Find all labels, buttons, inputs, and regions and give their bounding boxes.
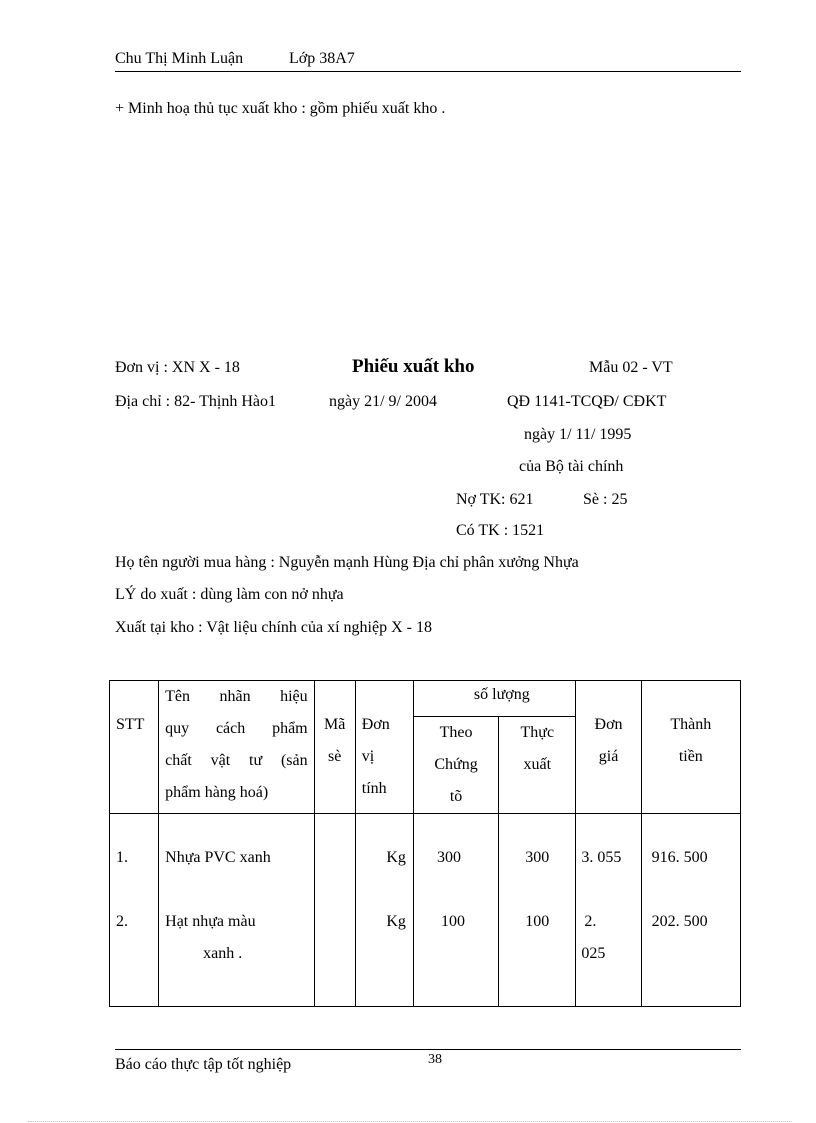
table-row-price: 3. 055 2. 025: [576, 814, 641, 1007]
slip-address: Địa chỉ : 82- Thịnh Hào1: [115, 393, 277, 410]
header-stt: STT: [110, 681, 159, 814]
slip-date: ngày 21/ 9/ 2004: [329, 393, 437, 410]
footer-rule: [115, 1049, 741, 1050]
intro-text: + Minh hoạ thủ tục xuất kho : gồm phiếu xuất kho .: [115, 100, 446, 117]
header-author: Chu Thị Minh Luận: [115, 50, 244, 67]
slip-buyer: Họ tên người mua hàng : Nguyễn mạnh Hùng Địa chỉ phân xưởng Nhựa: [115, 554, 579, 571]
header-class: Lớp 38A7: [289, 50, 355, 67]
slip-ministry: của Bộ tài chính: [519, 458, 624, 475]
slip-form: Mẫu 02 - VT: [589, 359, 673, 376]
header-name: Tên nhãn hiệu quy cách phẩm chất vật tư (sản phẩm hàng hoá): [159, 681, 314, 814]
table-row-unit: Kg Kg: [355, 814, 413, 1007]
slip-unit: Đơn vị : XN X - 18: [115, 359, 240, 376]
header-price: Đơn giá: [576, 681, 641, 814]
footer-report: Báo cáo thực tập tốt nghiệp: [115, 1056, 292, 1073]
slip-decision-date: ngày 1/ 11/ 1995: [524, 426, 632, 443]
table-row-stt: 1. 2.: [110, 814, 159, 1007]
slip-reason: LÝ do xuất : dùng làm con nở nhựa: [115, 586, 344, 603]
slip-warehouse: Xuất tại kho : Vật liệu chính của xí nghiệp X - 18: [115, 619, 432, 636]
header-rule: [115, 71, 741, 72]
slip-number: Sè : 25: [583, 491, 628, 508]
header-amount: Thành tiền: [641, 681, 740, 814]
header-qty-real: Thực xuất: [499, 717, 576, 814]
table-row-qty-real: 300 100: [499, 814, 576, 1007]
header-qty-doc: Theo Chứng tõ: [413, 717, 498, 814]
goods-table: [109, 680, 741, 1007]
slip-debit: Nợ TK: 621: [456, 491, 534, 508]
slip-title: Phiếu xuất kho: [352, 356, 475, 377]
slip-credit: Có TK : 1521: [456, 522, 545, 539]
table-row-name: Nhựa PVC xanh Hạt nhựa màu xanh .: [159, 814, 314, 1007]
slip-decision: QĐ 1141-TCQĐ/ CĐKT: [507, 393, 667, 410]
table-row-amount: 916. 500 202. 500: [641, 814, 740, 1007]
footer-page-number: 38: [428, 1052, 442, 1067]
header-qty-group: số lượng: [413, 681, 576, 717]
page-edge-divider: [28, 1121, 792, 1122]
header-unit: Đơn vị tính: [355, 681, 413, 814]
header-code: Mã sè: [314, 681, 355, 814]
table-row-code: [314, 814, 355, 1007]
table-row-qty-doc: 300 100: [413, 814, 498, 1007]
